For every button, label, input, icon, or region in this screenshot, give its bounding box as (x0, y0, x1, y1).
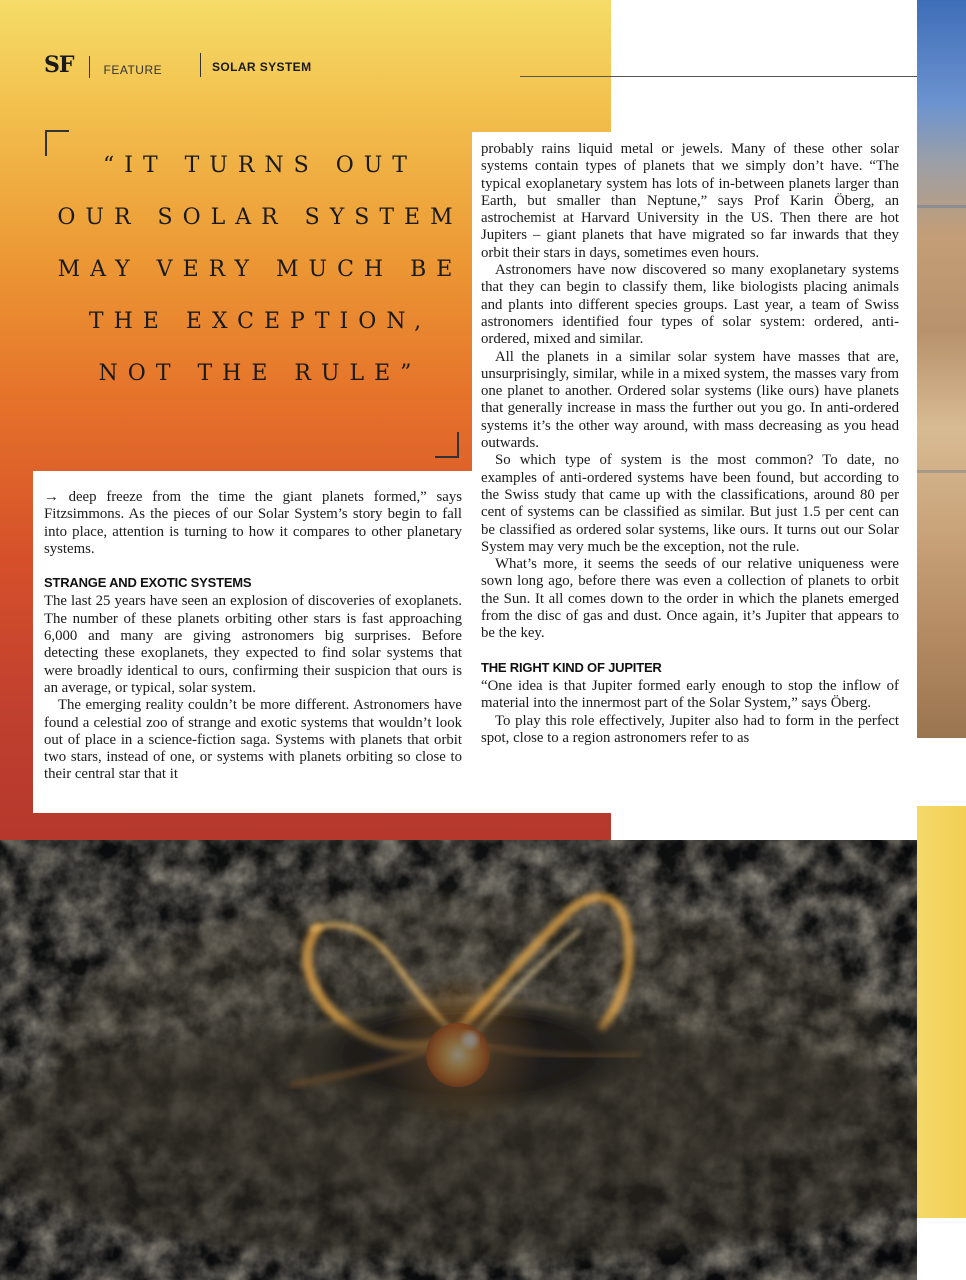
section-label: FEATURE (103, 63, 163, 77)
body-paragraph: What’s more, it seems the seeds of our relative uniqueness were sown long ago, before there was even a collection of planets to orbit the Sun. It all comes down to the order in which the planets emerged from the disc of gas and dust. Once again, it’s Jupiter that appears to be the key. (481, 556, 899, 642)
body-paragraph: The emerging reality couldn’t be more different. Astronomers have found a celestial zoo of strange and exotic systems that wouldn’t look out of place in a science-fiction saga. Systems with planets that orbit two stars, instead of one, or systems with planets orbiting so close to their central star that it (44, 697, 462, 783)
left-article-column (44, 489, 462, 784)
subheading: STRANGE AND EXOTIC SYSTEMS (44, 575, 252, 591)
body-paragraph: “One idea is that Jupiter formed early enough to stop the inflow of material into the innermost part of the Solar System,” says Öberg. (481, 677, 899, 712)
topic-divider (200, 53, 201, 77)
topic-label: SOLAR SYSTEM (212, 60, 312, 74)
header-divider (89, 56, 90, 78)
body-paragraph: The last 25 years have seen an explosion of discoveries of exoplanets. The number of these planets orbiting other stars is fast approaching 6,000 and many are giving astronomers big surprises. Before detecting these exoplanets, they expected to find solar systems that were broadly identical to ours, confirming their suspicion that ours is an average, or typical, solar system. (44, 593, 462, 696)
right-article-column (481, 141, 899, 747)
star-and-dust-disc-image (0, 840, 917, 1280)
protoplanetary-disc-illustration (0, 840, 917, 1280)
body-paragraph: All the planets in a similar solar system have masses that are, unsurprisingly, similar, while in a mixed system, the masses vary from one planet to another. Ordered solar systems (like ours) have planets that generally increase in mass the further out you go. In anti-ordered systems it’s the other way around, with mass decreasing as you head outwards. (481, 348, 899, 452)
header-rule (520, 76, 917, 77)
body-paragraph: To play this role effectively, Jupiter also had to form in the perfect spot, close to a region astronomers refer to as (481, 712, 899, 746)
body-paragraph: So which type of system is the most common? To date, no examples of anti-ordered systems have been found, but according to the Swiss study that came up with the classifications, around 80 per cent of systems can be classified as similar. But just 1.5 per cent can be classified as ordered solar systems, like ours. It turns out our Solar System may very much be the exception, not the rule. (481, 452, 899, 555)
magazine-logo: SF (44, 52, 74, 78)
page-header (44, 48, 162, 78)
corner-bracket-icon (435, 432, 459, 458)
subheading: THE RIGHT KIND OF JUPITER (481, 659, 662, 675)
landscape-photo-strip (917, 0, 966, 738)
pull-quote: “IT TURNS OUT OUR SOLAR SYSTEM MAY VERY MUCH BE THE EXCEPTION, NOT THE RULE” (57, 153, 463, 386)
body-paragraph: Astronomers have now discovered so many exoplanetary systems that they can begin to classify them, like biologists placing animals and plants into different species groups. Last year, a team of Swiss astronomers identified four types of solar system: ordered, anti-ordered, mixed and similar. (481, 262, 899, 348)
intro-paragraph: → deep freeze from the time the giant planets formed,” says Fitzsimmons. As the pieces of our Solar System’s story begin to fall into place, attention is turning to how it compares to other planetary systems. (44, 489, 462, 557)
body-paragraph: probably rains liquid metal or jewels. Many of these other solar systems contain types of planets that we simply don’t have. “The typical exoplanetary system has lots of in-between planets larger than Earth, but smaller than Neptune,” says Prof Karin Öberg, an astrochemist at Harvard University in the US. Then there are hot Jupiters – giant planets that have migrated so far inwards that they orbit their stars in days, sometimes even hours. (481, 141, 899, 261)
yellow-accent-strip (917, 806, 966, 1218)
